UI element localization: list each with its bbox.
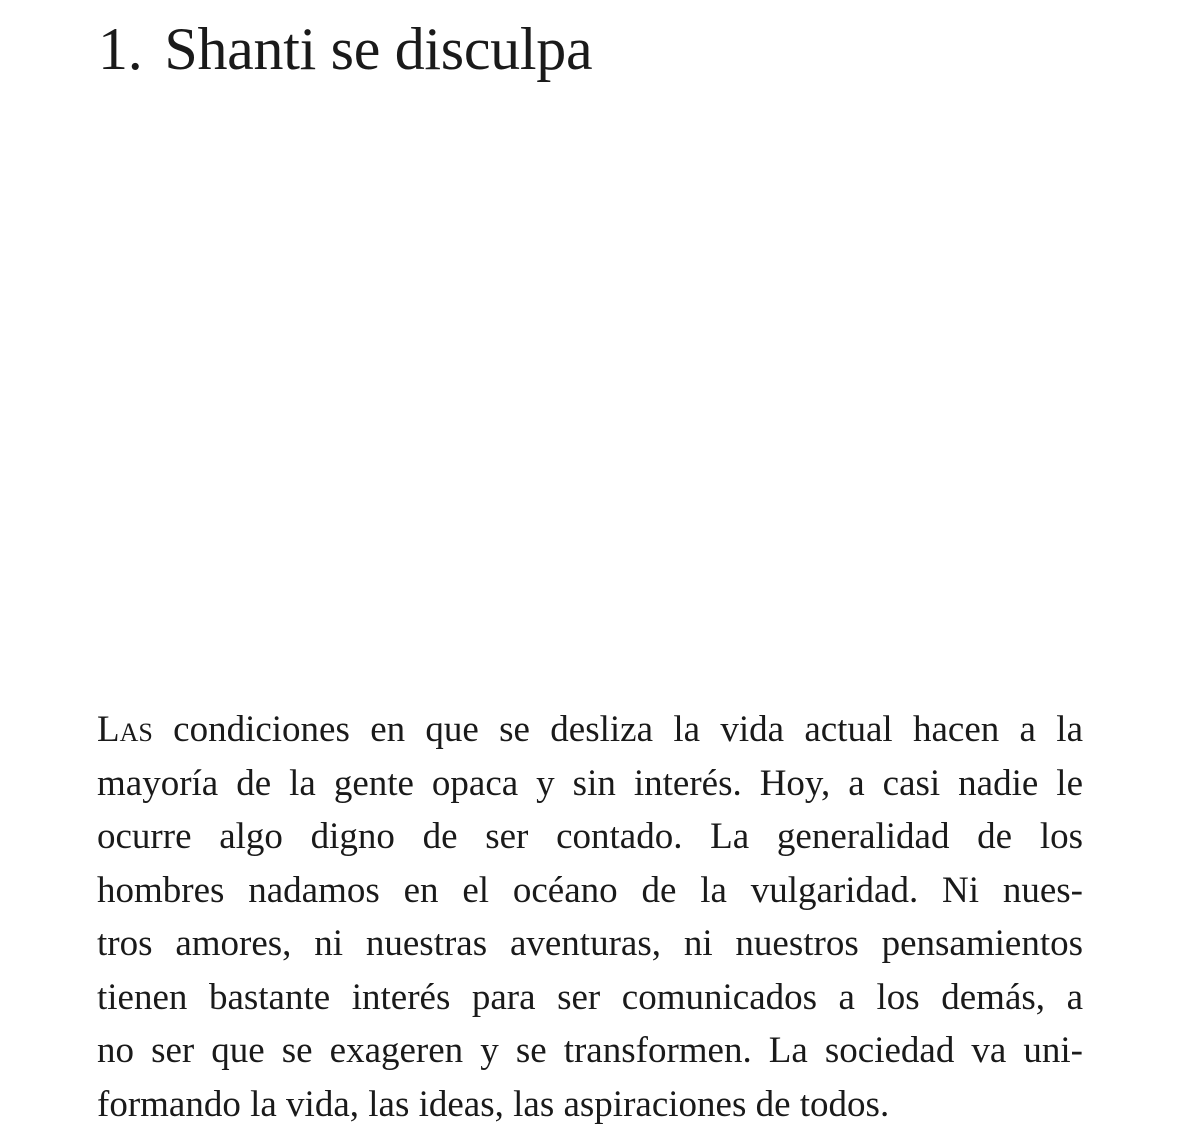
text-line-6: tienen bastante interés para ser comunicados a los demás, a (97, 976, 1083, 1018)
lead-word: Las (97, 709, 153, 750)
body-paragraph (97, 703, 1083, 1131)
text-line-5: tros amores, ni nuestras aventuras, ni nuestros pensamientos (97, 923, 1083, 964)
text-line-3: ocurre algo digno de ser contado. La generalidad de los (97, 816, 1083, 857)
text-line-4: hombres nadamos en el océano de la vulgaridad. Ni nues- (97, 869, 1083, 911)
text-line-1-rest: condiciones en que se desliza la vida actual hacen a la (152, 709, 1083, 750)
chapter-title (98, 14, 592, 84)
text-line-1 (97, 703, 1083, 757)
text-line-7: no ser que se exageren y se transformen. La sociedad va uni- (97, 1030, 1083, 1071)
text-line-2: mayoría de la gente opaca y sin interés. Hoy, a casi nadie le (97, 762, 1083, 804)
chapter-number: 1. (98, 16, 143, 82)
text-line-8: formando la vida, las ideas, las aspiraciones de todos. (97, 1083, 890, 1125)
chapter-title-text: Shanti se disculpa (164, 16, 593, 82)
